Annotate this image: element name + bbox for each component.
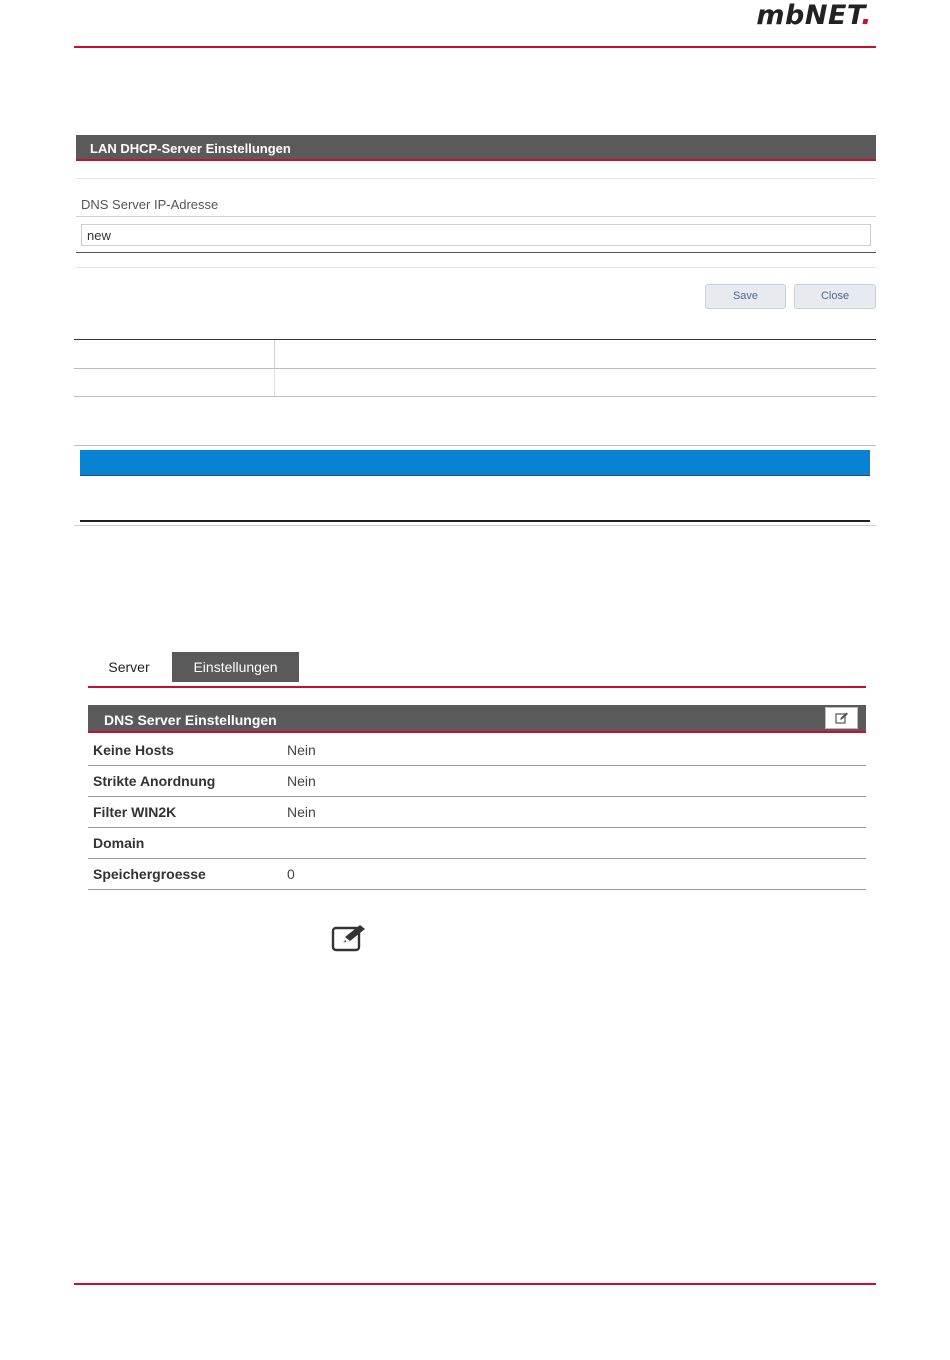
dns-panel-title: DNS Server Einstellungen — [88, 705, 866, 733]
row-key: Speichergroesse — [93, 866, 206, 882]
table-border — [74, 339, 876, 340]
row-value: Nein — [287, 742, 316, 758]
save-button[interactable]: Save — [705, 284, 786, 309]
edit-button[interactable] — [825, 707, 858, 729]
tab-settings[interactable]: Einstellungen — [172, 652, 299, 682]
close-button[interactable]: Close — [794, 284, 876, 309]
row-key: Filter WIN2K — [93, 804, 177, 820]
row-key: Keine Hosts — [93, 742, 174, 758]
row-value: 0 — [287, 866, 295, 882]
row-key: Domain — [93, 835, 145, 851]
dhcp-dialog-title: LAN DHCP-Server Einstellungen — [76, 135, 876, 161]
row-value: Nein — [287, 804, 316, 820]
row-key: Strikte Anordnung — [93, 773, 216, 789]
selected-row[interactable] — [80, 450, 870, 476]
divider — [76, 252, 876, 253]
table-row — [88, 828, 866, 859]
table-border — [80, 520, 870, 522]
mbnet-logo: mbNET. — [756, 0, 872, 31]
divider — [76, 178, 876, 179]
table-row — [88, 797, 866, 828]
edit-icon-large — [331, 924, 367, 952]
dns-server-ip-input[interactable] — [81, 224, 871, 246]
edit-icon — [835, 712, 849, 724]
tab-server[interactable]: Server — [108, 659, 150, 675]
table-row — [88, 735, 866, 766]
row-value: Nein — [287, 773, 316, 789]
tab-divider — [88, 686, 866, 688]
dns-server-ip-label: DNS Server IP-Adresse — [81, 197, 219, 212]
table-border — [274, 369, 275, 396]
divider — [76, 267, 876, 268]
table-border — [74, 396, 876, 397]
table-border — [74, 525, 876, 526]
footer-divider — [74, 1283, 876, 1285]
header-divider — [74, 46, 876, 48]
table-border — [74, 368, 876, 369]
dns-settings-table — [88, 735, 866, 890]
table-row — [88, 766, 866, 797]
divider — [76, 216, 876, 217]
table-border — [274, 340, 275, 368]
table-row — [88, 859, 866, 890]
table-border — [74, 445, 876, 446]
